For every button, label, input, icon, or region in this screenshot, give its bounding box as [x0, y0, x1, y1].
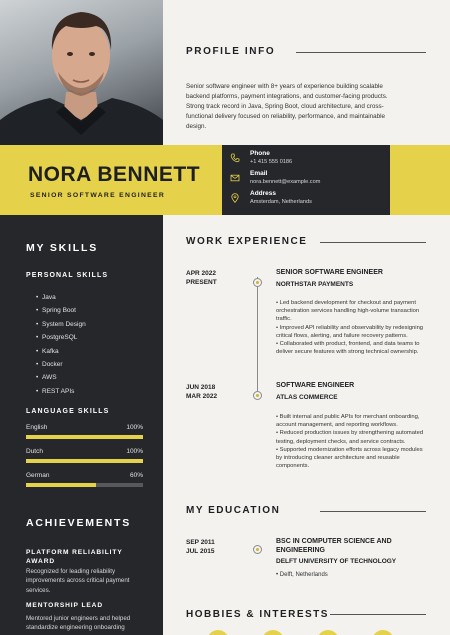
hobby-icon: [372, 630, 394, 635]
personal-skills-list: [36, 291, 86, 398]
education-heading-rule: [320, 511, 426, 512]
job-title: SOFTWARE ENGINEER: [276, 382, 355, 389]
education-degree: BSC IN COMPUTER SCIENCE AND ENGINEERING: [276, 538, 392, 554]
job-bullet: • Led backend development for checkout and payment orchestration services handling high-volume transaction traffic.: [276, 300, 420, 323]
language-level-fill: [26, 435, 143, 439]
contact-email: [230, 170, 390, 190]
person-name: NORA BENNETT: [28, 163, 201, 186]
education-school: DELFT UNIVERSITY OF TECHNOLOGY: [276, 558, 397, 565]
education-date-start: SEP 2011: [186, 539, 215, 546]
skill-item: • System Design: [36, 318, 86, 331]
language-level-bar: [26, 435, 143, 439]
achievement-title: PLATFORM RELIABILITY AWARD: [26, 549, 123, 565]
skill-item: • AWS: [36, 371, 86, 384]
job-date-start: APR 2022: [186, 270, 216, 277]
job-date-end: MAR 2022: [186, 393, 218, 400]
language-skills-heading: LANGUAGE SKILLS: [26, 408, 110, 415]
achievement-text: Mentored junior engineers and helped standardize engineering onboarding: [26, 615, 131, 632]
address-label: Address: [250, 190, 277, 197]
contact-address: [230, 190, 390, 210]
language-level-fill: [26, 483, 96, 487]
timeline-line: [257, 277, 258, 397]
hobby-icon: [207, 630, 229, 635]
job-bullets: [276, 413, 426, 470]
language-percent: 60%: [129, 472, 143, 479]
person-role: SENIOR SOFTWARE ENGINEER: [30, 192, 166, 199]
language-name: Dutch: [26, 448, 43, 455]
skill-item: • REST APIs: [36, 385, 86, 398]
language-level-fill: [26, 459, 143, 463]
profile-info-heading: PROFILE INFO: [186, 46, 276, 57]
achievement-title: MENTORSHIP LEAD: [26, 602, 104, 609]
job-bullet: • Improved API reliability and observability by redesigning critical flows, alerting, and failure recovery patterns.: [276, 324, 424, 339]
language-english: [26, 424, 143, 439]
phone-icon: [230, 153, 240, 163]
timeline-dot: [253, 391, 262, 400]
skills-heading: MY SKILLS: [26, 242, 99, 254]
personal-skills-heading: PERSONAL SKILLS: [26, 272, 109, 279]
email-value[interactable]: nora.bennett@example.com: [250, 179, 321, 185]
job-bullet: • Supported modernization efforts across legacy modules by introducing cleaner architecture and reusable components.: [276, 446, 423, 470]
work-heading-rule: [320, 242, 426, 243]
job-title: SENIOR SOFTWARE ENGINEER: [276, 269, 383, 276]
job-bullets: [276, 299, 426, 356]
achievement-text: Recognized for leading reliability improvements across critical payment services.: [26, 568, 130, 594]
location-pin-icon: [230, 193, 240, 203]
banner-accent: [390, 145, 450, 215]
language-dutch: [26, 448, 143, 463]
phone-value[interactable]: +1 415 555 0186: [250, 159, 293, 165]
profile-summary: Senior software engineer with 8+ years of experience building scalable backend platforms, payment integrations, and customer-facing products. Strong track record in Java, Spring Boot, cloud architecture, and cross-functional delivery focused on reliability, performance, and maintainable design.: [186, 83, 388, 130]
job-bullet: • Reduced production issues by strengthening automated testing, deployment checks, and service contracts.: [276, 430, 424, 445]
language-german: [26, 472, 143, 487]
phone-label: Phone: [250, 150, 270, 157]
hobbies-heading-rule: [330, 614, 426, 615]
education-heading: MY EDUCATION: [186, 505, 281, 516]
hobby-icon: [262, 630, 284, 635]
hobby-icon: [317, 630, 339, 635]
job-bullet: • Collaborated with product, frontend, and data teams to deliver secure features with strong technical ownership.: [276, 341, 420, 356]
skill-item: • PostgreSQL: [36, 331, 86, 344]
profile-photo: [0, 0, 163, 145]
education-location: • Delft, Netherlands: [276, 572, 328, 578]
job-bullet: • Built internal and public APIs for merchant onboarding, account management, and reporting workflows.: [276, 414, 420, 429]
timeline-dot: [253, 545, 262, 554]
address-value: Amsterdam, Netherlands: [250, 199, 312, 205]
job-date-start: JUN 2018: [186, 384, 216, 391]
sidebar: [0, 215, 163, 635]
job-company: NORTHSTAR PAYMENTS: [276, 281, 354, 288]
skill-item: • Docker: [36, 358, 86, 371]
language-percent: 100%: [126, 424, 143, 431]
skill-item: • Java: [36, 291, 86, 304]
language-name: English: [26, 424, 48, 431]
contact-panel: [222, 145, 390, 215]
hobbies-heading: HOBBIES & INTERESTS: [186, 609, 329, 620]
language-percent: 100%: [126, 448, 143, 455]
job-date-end: PRESENT: [186, 279, 217, 286]
contact-phone: [230, 150, 390, 170]
language-name: German: [26, 472, 50, 479]
language-level-bar: [26, 483, 143, 487]
skill-item: • Spring Boot: [36, 304, 86, 317]
timeline-dot: [253, 278, 262, 287]
achievements-heading: ACHIEVEMENTS: [26, 517, 132, 529]
email-label: Email: [250, 170, 268, 177]
mail-icon: [230, 173, 240, 183]
education-date-end: JUL 2015: [186, 548, 215, 555]
profile-heading-rule: [296, 52, 426, 53]
skill-item: • Kafka: [36, 345, 86, 358]
work-experience-heading: WORK EXPERIENCE: [186, 236, 308, 247]
language-level-bar: [26, 459, 143, 463]
job-company: ATLAS COMMERCE: [276, 394, 338, 401]
